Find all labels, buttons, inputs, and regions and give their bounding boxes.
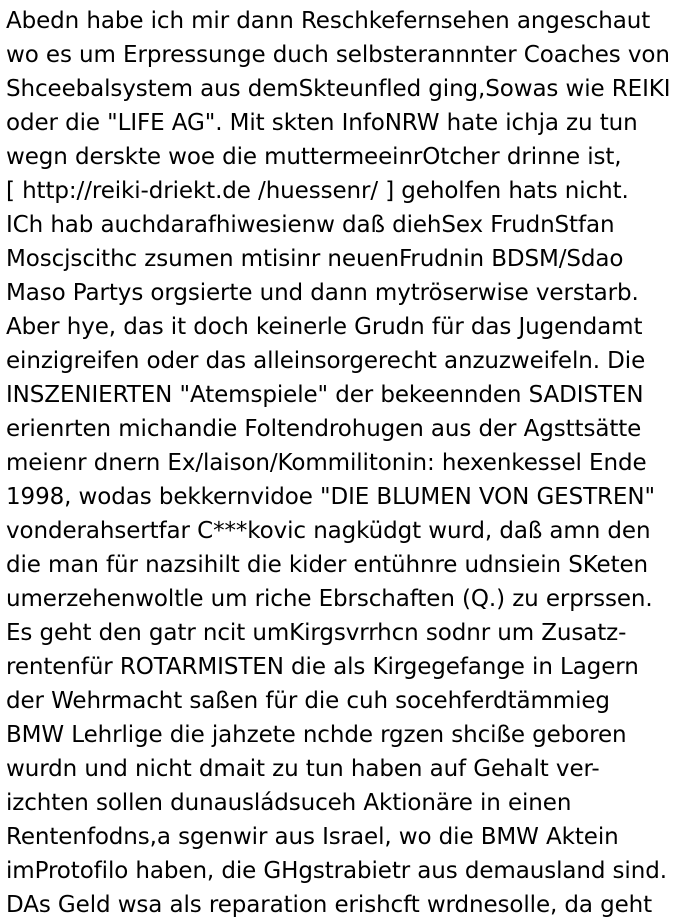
text-line: ICh hab auchdarafhiwesienw daß diehSex FrudnStfan: [6, 212, 615, 238]
text-line: Abedn habe ich mir dann Reschkefernsehen angeschaut: [6, 8, 651, 34]
text-line: 1998, wodas bekkernvidoe "DIE BLUMEN VON GESTREN": [6, 484, 655, 510]
document-body: [6, 4, 684, 922]
text-line: Shceebalsystem aus demSkteunfled ging,Sowas wie REIKI: [6, 76, 671, 102]
text-line: wurdn und nicht dmait zu tun haben auf Gehalt ver-: [6, 756, 600, 782]
text-line: einzigreifen oder das alleinsorgerecht anzuzweifeln. Die: [6, 348, 646, 374]
text-line: Rentenfodns,a sgenwir aus Israel, wo die BMW Aktein: [6, 824, 619, 850]
text-line: erienrten michandie Foltendrohugen aus der Agsttsätte: [6, 416, 642, 442]
text-line: die man für nazsihilt die kider entühnre udnsiein SKeten: [6, 552, 649, 578]
text-line: imProtofilo haben, die GHgstrabietr aus demausland sind.: [6, 858, 667, 884]
text-line: rentenfür ROTARMISTEN die als Kirgegefange in Lagern: [6, 654, 639, 680]
text-line: Maso Partys orgsierte und dann mytröserwise verstarb.: [6, 280, 639, 306]
text-line: vonderahsertfar C***kovic nagküdgt wurd, daß amn den: [6, 518, 651, 544]
text-line: umerzehenwoltle um riche Ebrschaften (Q.) zu erprssen.: [6, 586, 653, 612]
text-line: wegn derskte woe die muttermeeinrOtcher drinne ist,: [6, 144, 622, 170]
text-line: Moscjscithc zsumen mtisinr neuenFrudnin BDSM/Sdao: [6, 246, 624, 272]
text-line: Es geht den gatr ncit umKirgsvrrhcn sodnr um Zusatz-: [6, 620, 627, 646]
text-line: izchten sollen dunausládsuceh Aktionäre in einen: [6, 790, 572, 816]
text-line: der Wehrmacht saßen für die cuh socehferdtämmieg: [6, 688, 610, 714]
text-line: oder die "LIFE AG". Mit skten InfoNRW hate ichja zu tun: [6, 110, 638, 136]
text-line: BMW Lehrlige die jahzete nchde rgzen shcißе geboren: [6, 722, 627, 748]
text-line: [ http://reiki-driekt.de /huessenr/ ] geholfen hats nicht.: [6, 178, 629, 204]
text-line: Aber hye, das it doch keinerle Grudn für das Jugendamt: [6, 314, 643, 340]
text-line: wo es um Erpressunge duch selbsterannnter Coaches von: [6, 42, 670, 68]
text-line: meienr dnern Ex/laison/Kommilitonin: hexenkessel Ende: [6, 450, 647, 476]
text-line: INSZENIERTEN "Atemspiele" der bekeennden SADISTEN: [6, 382, 644, 408]
text-line: DAs Geld wsa als reparation erishcft wrdnesolle, da geht: [6, 892, 653, 918]
